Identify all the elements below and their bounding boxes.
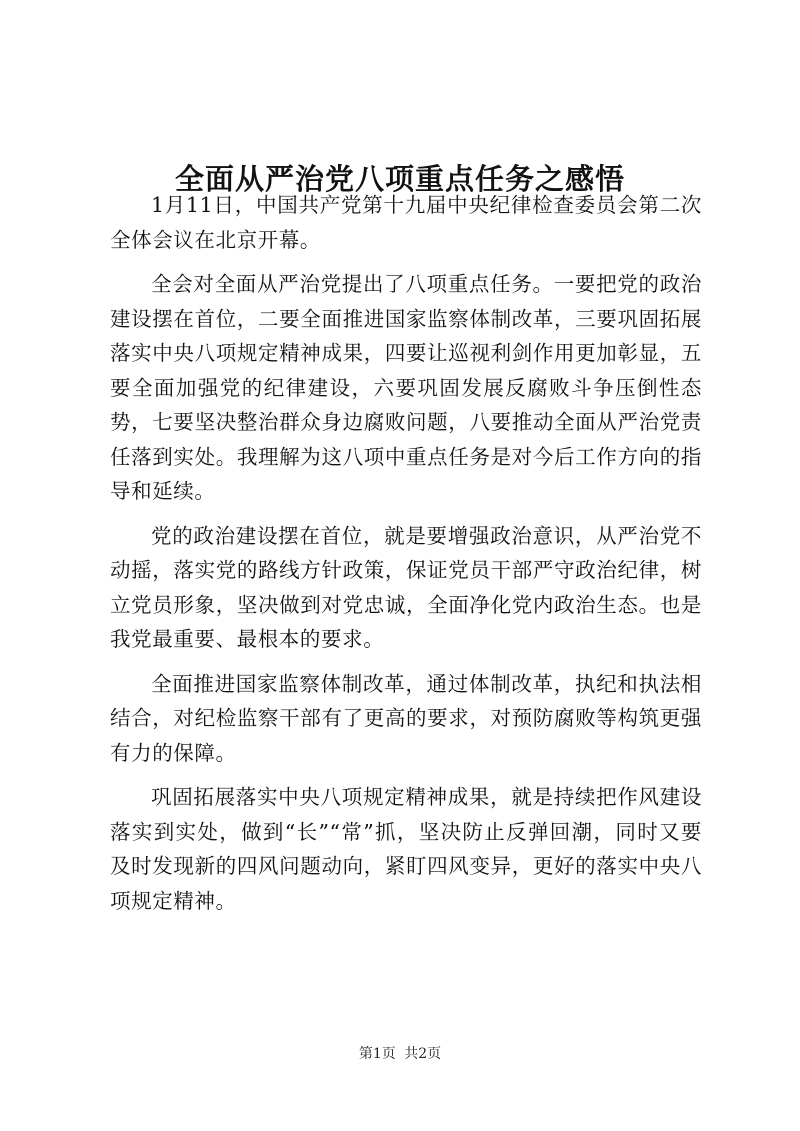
paragraph-5: 巩固拓展落实中央八项规定精神成果，就是持续把作风建设落实到实处，做到“长”“常”抓，坚决防止反弹回潮，同时又要及时发现新的四风问题动向，紧盯四风变异，更好的落实中央八项规定精神。 bbox=[110, 785, 702, 913]
page-number: 第1页 bbox=[358, 1046, 396, 1062]
paragraph-3: 党的政治建设摆在首位，就是要增强政治意识，从严治党不动摇，落实党的路线方针政策，保证党员干部严守政治纪律，树立党员形象，坚决做到对党忠诚，全面净化党内政治生态。也是我党最重要、最根本的要求。 bbox=[110, 523, 702, 651]
document-body bbox=[110, 188, 702, 918]
paragraph-1: 1月11日，中国共产党第十九届中央纪律检查委员会第二次全体会议在北京开幕。 bbox=[110, 193, 702, 252]
page-title: 全面从严治党八项重点任务之感悟 bbox=[174, 162, 625, 197]
page-total: 共2页 bbox=[404, 1046, 442, 1062]
paragraph-4: 全面推进国家监察体制改革，通过体制改革，执纪和执法相结合，对纪检监察干部有了更高的要求，对预防腐败等构筑更强有力的保障。 bbox=[110, 671, 702, 765]
page-footer bbox=[0, 1044, 800, 1064]
paragraph-2: 全会对全面从严治党提出了八项重点任务。一要把党的政治建设摆在首位，二要全面推进国家监察体制改革，三要巩固拓展落实中央八项规定精神成果，四要让巡视利剑作用更加彰显，五要全面加强党的纪律建设，六要巩固发展反腐败斗争压倒性态势，七要坚决整治群众身边腐败问题，八要推动全面从严治党责任落到实处。我理解为这八项中重点任务是对今后工作方向的指导和延续。 bbox=[110, 272, 702, 503]
